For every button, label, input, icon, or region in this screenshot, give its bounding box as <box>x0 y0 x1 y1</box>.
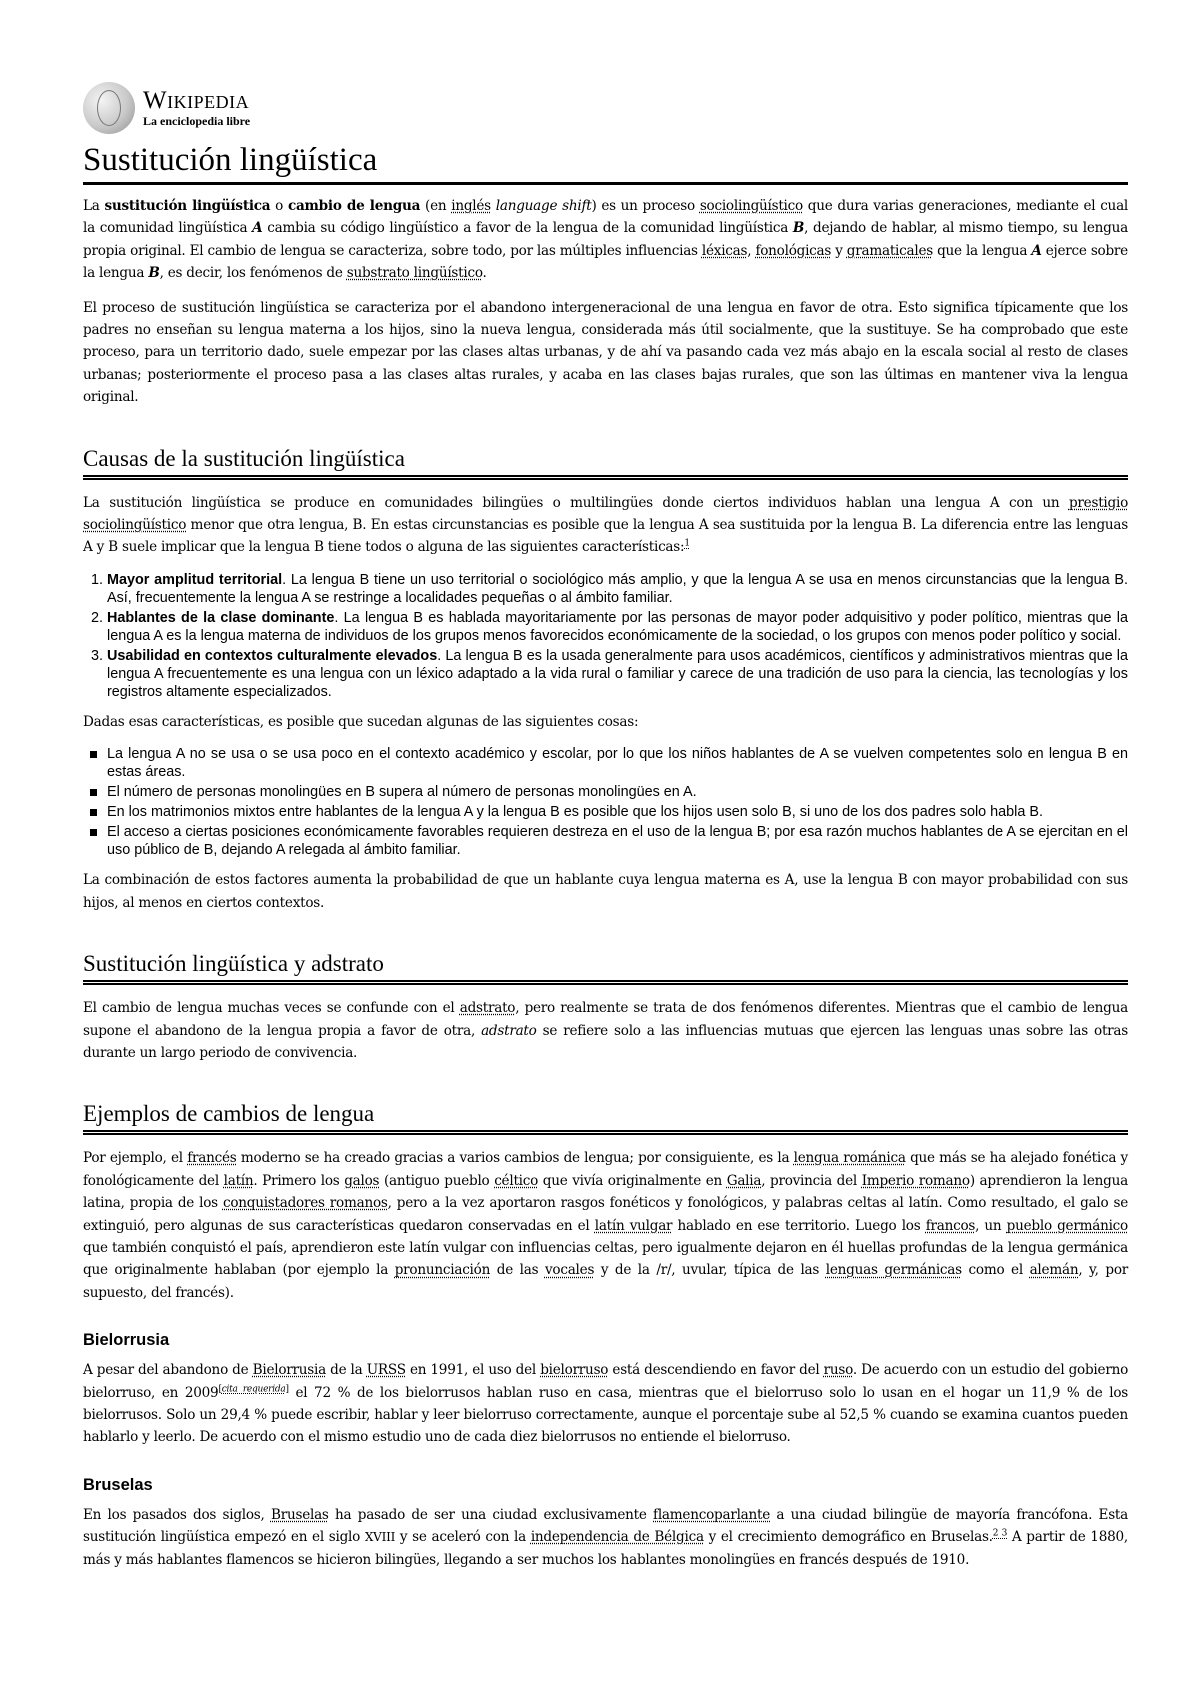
link-independencia-belgica[interactable]: independencia de Bélgica <box>530 1529 704 1546</box>
reference-link[interactable]: 2 3 <box>992 1528 1008 1539</box>
link-sociolinguistico[interactable]: sociolingüístico <box>699 198 803 214</box>
logo-wordmark: Wikipedia <box>143 87 250 114</box>
link-galia[interactable]: Galia <box>726 1172 762 1189</box>
consequences-list <box>83 745 1128 859</box>
intro-paragraph-2: El proceso de sustitución lingüística se caracteriza por el abandono intergeneracional de una lengua en favor de otra. Esto significa típicamente que los padres no enseñan su lengua materna a los hijos, sino la nueva lengua, considerada más útil socialmente, que la sustituye. Se ha comprobado que este proceso, para un territorio dado, suele empezar por las clases altas urbanas, y de ahí va pasando cada vez más abajo en la escala social al resto de clases urbanas; posteriormente el proceso pasa a las clases altas rurales, y acaba en las clases bajas rurales, que son las últimas en mantener viva la lengua original. <box>83 299 1128 406</box>
link-ingles[interactable]: inglés <box>451 198 491 214</box>
link-lexicas[interactable]: léxicas <box>701 242 748 259</box>
link-gramaticales[interactable]: gramaticales <box>846 242 933 259</box>
link-pronunciacion[interactable]: pronunciación <box>394 1262 491 1279</box>
link-fonologicas[interactable]: fonológicas <box>755 242 832 259</box>
link-lenguas-germanicas[interactable]: lenguas germánicas <box>825 1262 962 1279</box>
link-latin-vulgar[interactable]: latín vulgar <box>594 1217 673 1234</box>
section-heading-ejemplos: Ejemplos de cambios de lengua <box>83 1100 1128 1135</box>
link-frances[interactable]: francés <box>187 1150 237 1167</box>
link-substrato[interactable]: substrato lingüístico <box>346 265 483 282</box>
bielorrusia-paragraph: A pesar del abandono de Bielorrusia de la URSS en 1991, el uso del bielorruso está descendiendo en favor del ruso. De acuerdo con un estudio del gobierno bielorruso, en 2009[cita requerida] el 72 % de los bielorrusos hablan ruso en casa, mientras que el bielorruso solo lo usan en el hogar un 11,9 % de los bielorrusos. Solo un 29,4 % puede escribir, hablar y leer bielorruso correctamente, aunque el porcentaje sube al 52,5 % cuando se examina cuantos pueden hablarlo y leerlo. De acuerdo con el mismo estudio uno de cada diez bielorrusos no entiende el bielorruso. <box>83 1362 1129 1446</box>
link-latin[interactable]: latín <box>223 1172 254 1189</box>
list-item: En los matrimonios mixtos entre hablantes de la lengua A y la lengua B es posible que los hijos usen solo B, si uno de los dos padres solo habla B. <box>107 803 1128 821</box>
link-prestigio[interactable]: prestigio sociolingüístico <box>83 494 1128 534</box>
wikipedia-logo[interactable] <box>83 80 1128 136</box>
link-celtico[interactable]: céltico <box>494 1172 539 1189</box>
link-lengua-romanica[interactable]: lengua románica <box>793 1150 906 1167</box>
link-flamencoparlante[interactable]: flamencoparlante <box>653 1506 771 1523</box>
logo-slogan: La enciclopedia libre <box>143 114 251 128</box>
list-item: El número de personas monolingües en B supera al número de personas monolingües en A. <box>107 783 1128 801</box>
page-title: Sustitución lingüística <box>83 140 1128 185</box>
characteristics-list <box>83 571 1128 701</box>
reference-link[interactable]: 1 <box>684 538 690 549</box>
link-bielorruso[interactable]: bielorruso <box>540 1362 609 1379</box>
cita-requerida-link[interactable]: cita requerida <box>221 1384 286 1395</box>
section-heading-adstrato: Sustitución lingüística y adstrato <box>83 950 1128 985</box>
link-aleman[interactable]: alemán <box>1029 1262 1079 1279</box>
link-galos[interactable]: galos <box>344 1172 380 1189</box>
link-adstrato[interactable]: adstrato <box>459 1000 516 1017</box>
link-vocales[interactable]: vocales <box>544 1262 595 1279</box>
article <box>83 80 1128 1583</box>
link-imperio-romano[interactable]: Imperio romano <box>861 1172 970 1189</box>
list-item: 2. Hablantes de la clase dominante. La lengua B es hablada mayoritariamente por las personas de mayor poder adquisitivo y poder político, mientras que la lengua A es la lengua materna de individuos de los grupos menos favorecidos económicamente de la sociedad, o los grupos con menos poder político y social. <box>107 609 1128 645</box>
link-conquistadores-romanos[interactable]: conquistadores romanos <box>222 1195 388 1212</box>
causas-paragraph-1: La sustitución lingüística se produce en comunidades bilingües o multilingües donde ciertos individuos hablan una lengua A con un prestigio sociolingüístico menor que otra lengua, B. En estas circunstancias es posible que la lengua A sea sustituida por la lengua B. La diferencia entre las lenguas A y B suele implicar que la lengua B tiene todos o alguna de las siguientes características:$^1$ <box>83 494 1128 556</box>
list-item: La lengua A no se usa o se usa poco en el contexto académico y escolar, por lo que los niños hablantes de A se vuelven competentes solo en lengua B en estas áreas. <box>107 746 1128 781</box>
intro-paragraph-1: La sustitución lingüística o cambio de lengua (en inglés language shift) es un proceso sociolingüístico que dura varias generaciones, mediante el cual la comunidad lingüística A cambia su código lingüístico a favor de la lengua de la comunidad lingüística B, dejando de hablar, al mismo tiempo, su lengua propia original. El cambio de lengua se caracteriza, sobre todo, por las múltiples influencias léxicas, fonológicas y gramaticales que la lengua A ejerce sobre la lengua B, es decir, los fenómenos de substrato lingüístico. <box>83 198 1129 282</box>
link-francos[interactable]: francos <box>925 1217 976 1234</box>
ejemplos-paragraph: Por ejemplo, el francés moderno se ha creado gracias a varios cambios de lengua; por consiguiente, es la lengua románica que más se ha alejado fonética y fonológicamente del latín. Primero los galos (antiguo pueblo céltico que vivía originalmente en Galia, provincia del Imperio romano) aprendieron la lengua latina, propia de los conquistadores romanos, pero a la vez aportaron rasgos fonéticos y fonológicos, y palabras celtas al latín. Como resultado, el galo se extinguió, pero algunas de sus características quedaron conservadas en el latín vulgar hablado en ese territorio. Luego los francos, un pueblo germánico que también conquistó el país, aprendieron este latín vulgar con influencias celtas, pero igualmente dejaron en él huellas profundas de la lengua germánica que originalmente hablaban (por ejemplo la pronunciación de las vocales y de la /r/, uvular, típica de las lenguas germánicas como el alemán, y, por supuesto, del francés). <box>83 1150 1129 1301</box>
bruselas-paragraph: En los pasados dos siglos, Bruselas ha pasado de ser una ciudad exclusivamente flamencoparlante a una ciudad bilingüe de mayoría francófona. Esta sustitución lingüística empezó en el siglo XVIII y se aceleró con la independencia de Bélgica y el crecimiento demográfico en Bruselas.$^{2 3}$ A partir de 1880, más y más hablantes flamencos se hicieron bilingües, llegando a ser muchos los hablantes monolingües en francés después de 1910. <box>83 1506 1128 1568</box>
wikipedia-globe-icon <box>83 82 135 134</box>
causas-paragraph-2: Dadas esas características, es posible que sucedan algunas de las siguientes cosas: <box>83 713 639 730</box>
subsection-heading-bielorrusia: Bielorrusia <box>83 1331 170 1350</box>
link-pueblo-germanico[interactable]: pueblo germánico <box>1006 1217 1128 1234</box>
adstrato-paragraph: El cambio de lengua muchas veces se confunde con el adstrato, pero realmente se trata de dos fenómenos diferentes. Mientras que el cambio de lengua supone el abandono de la lengua propia a favor de otra, adstrato se refiere solo a las influencias mutuas que ejercen las lenguas unas sobre las otras durante un largo periodo de convivencia. <box>83 1000 1128 1061</box>
subsection-heading-bruselas: Bruselas <box>83 1475 153 1494</box>
link-bielorrusia[interactable]: Bielorrusia <box>252 1362 326 1379</box>
link-urss[interactable]: URSS <box>366 1362 406 1379</box>
list-item: 1. Mayor amplitud territorial. La lengua B tiene un uso territorial o sociológico más amplio, y que la lengua A se usa en menos circunstancias que la lengua B. Así, frecuentemente la lengua A se restringe a localidades pequeñas o al ámbito familiar. <box>107 571 1128 607</box>
section-heading-causas: Causas de la sustitución lingüística <box>83 445 1128 480</box>
causas-paragraph-3: La combinación de estos factores aumenta la probabilidad de que un hablante cuya lengua materna es A, use la lengua B con mayor probabilidad con sus hijos, al menos en ciertos contextos. <box>83 872 1128 911</box>
list-item: El acceso a ciertas posiciones económicamente favorables requieren destreza en el uso de la lengua B; por esa razón muchos hablantes de A se ejercitan en el uso público de B, dejando A relegada al ámbito familiar. <box>107 824 1128 859</box>
link-ruso[interactable]: ruso <box>823 1362 853 1379</box>
link-bruselas[interactable]: Bruselas <box>270 1506 329 1523</box>
list-item: 3. Usabilidad en contextos culturalmente elevados. La lengua B es la usada generalmente para usos académicos, científicos y administrativos mientras que la lengua A frecuentemente es una lengua con un léxico adaptado a la vida rural o familiar y carece de una tradición de uso para la ciencia, las tecnologías y los registros altamente especializados. <box>107 647 1128 701</box>
